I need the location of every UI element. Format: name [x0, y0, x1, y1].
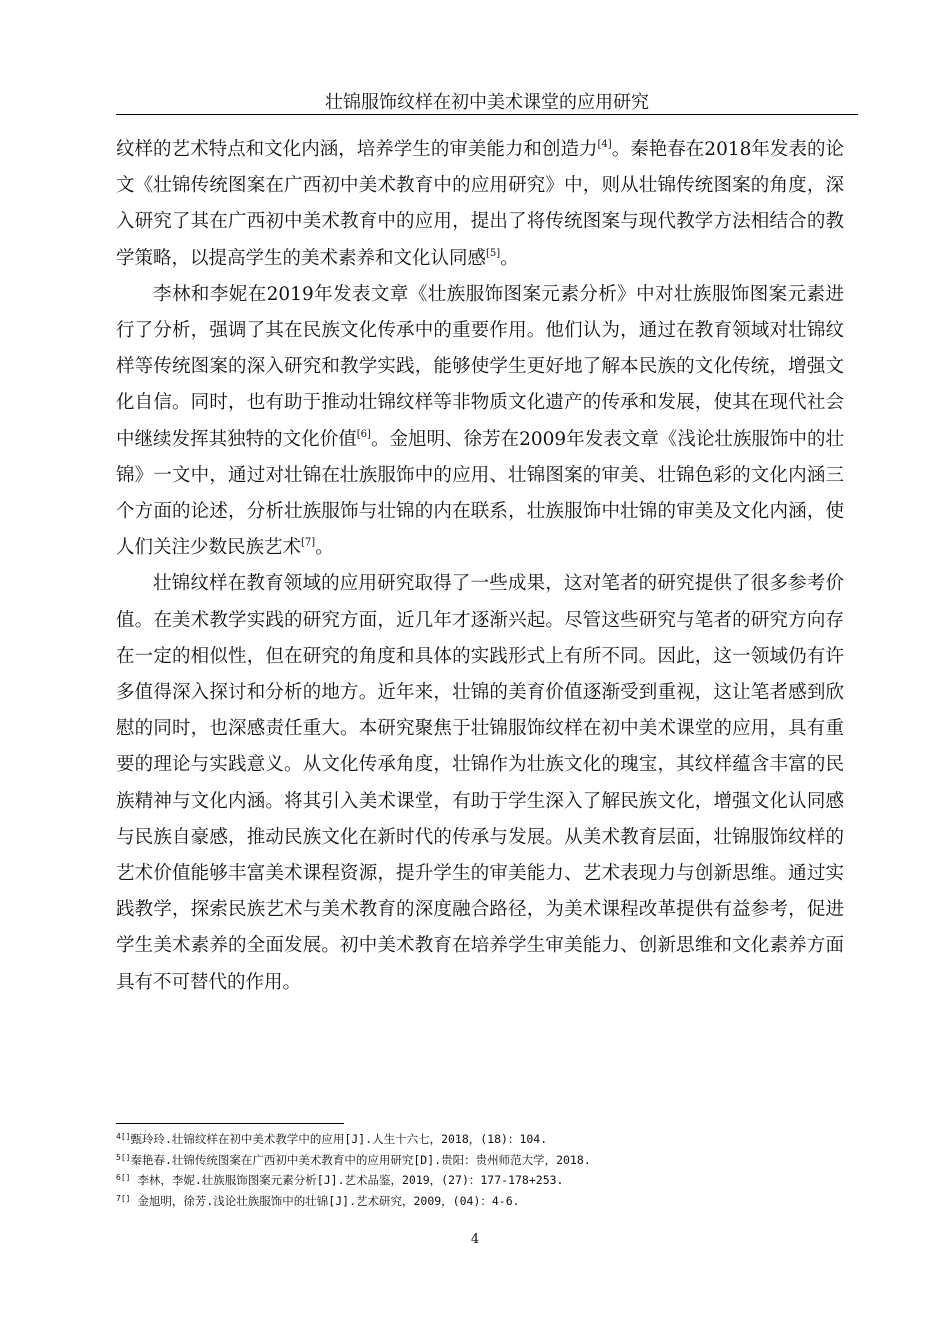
- citation-4: [4]: [597, 139, 612, 150]
- citation-6: [6]: [356, 428, 371, 440]
- paragraph-2: [116, 277, 844, 567]
- footnote-6: [116, 1170, 856, 1191]
- citation-5: [5]: [486, 247, 501, 259]
- page-number: 4: [470, 1232, 480, 1247]
- paragraph-1-end: 。: [500, 247, 519, 269]
- footnote-7: [116, 1191, 856, 1212]
- paragraph-1-text-b: 。秦艳春在2018年发表的论文《壮锦传统图案在广西初中美术教育中的应用研究》中，则从壮锦传统图案的角度，深入研究了其在广西初中美术教育中的应用，提出了将传统图案与现代教学方法相结合的教学策略，以提高学生的美术素养和文化认同感: [116, 139, 844, 269]
- running-header-title: 壮锦服饰纹样在初中美术课堂的应用研究: [325, 92, 649, 113]
- citation-7: [7]: [301, 537, 316, 549]
- footnote-text: 甄玲玲.壮锦纹样在初中美术教学中的应用[J].人生十六七，2018，(18)：104.: [130, 1132, 548, 1146]
- footnote-mark: 7[]: [116, 1193, 131, 1203]
- footnote-text: 李林，李妮.壮族服饰图案元素分析[J].艺术品鉴，2019，(27)：177-178+253.: [130, 1173, 564, 1187]
- paragraph-2-text-b: 。金旭明、徐芳在2009年发表文章《浅论壮族服饰中的壮锦》一文中，通过对壮锦在壮族服饰中的应用、壮锦图案的审美、壮锦色彩的文化内涵三个方面的论述，分析壮族服饰与壮锦的内在联系，壮族服饰中壮锦的审美及文化内涵，使人们关注少数民族艺术: [116, 428, 844, 559]
- footnotes: [116, 1129, 856, 1211]
- footnote-mark: 6[]: [116, 1173, 131, 1182]
- footnote-separator: [116, 1123, 344, 1124]
- footnote-mark: 4[]: [116, 1132, 131, 1141]
- paragraph-1: [116, 132, 844, 277]
- paragraph-1-text-a: 纹样的艺术特点和文化内涵，培养学生的审美能力和创造力: [116, 139, 598, 160]
- paragraph-2-end: 。: [315, 537, 334, 559]
- footnote-text: 金旭明，徐芳.浅论壮族服饰中的壮锦[J].艺术研究，2009，(04)：4-6.: [130, 1193, 520, 1208]
- footnote-5: [116, 1150, 856, 1171]
- paragraph-3: 壮锦纹样在教育领域的应用研究取得了一些成果，这对笔者的研究提供了很多参考价值。在美术教学实践的研究方面，近几年才逐渐兴起。尽管这些研究与笔者的研究方向存在一定的相似性，但在研究的角度和具体的实践形式上有所不同。因此，这一领域仍有许多值得深入探讨和分析的地方。近年来，壮锦的美育价值逐渐受到重视，这让笔者感到欣慰的同时，也深感责任重大。本研究聚焦于壮锦服饰纹样在初中美术课堂的应用，具有重要的理论与实践意义。从文化传承角度，壮锦作为壮族文化的瑰宝，其纹样蕴含丰富的民族精神与文化内涵。将其引入美术课堂，有助于学生深入了解民族文化，增强文化认同感与民族自豪感，推动民族文化在新时代的传承与发展。从美术教育层面，壮锦服饰纹样的艺术价值能够丰富美术课程资源，提升学生的审美能力、艺术表现力与创新思维。通过实践教学，探索民族艺术与美术教育的深度融合路径，为美术课程改革提供有益参考，促进学生美术素养的全面发展。初中美术教育在培养学生审美能力、创新思维和文化素养方面具有不可替代的作用。: [116, 573, 844, 993]
- footnote-mark: 5[]: [116, 1152, 131, 1162]
- footnote-text: 秦艳春.壮锦传统图案在广西初中美术教育中的应用研究[D].贵阳：贵州师范大学，2018.: [130, 1152, 591, 1167]
- paragraph-2-text-a: 李林和李妮在2019年发表文章《壮族服饰图案元素分析》中对壮族服饰图案元素进行了分析，强调了其在民族文化传承中的重要作用。他们认为，通过在教育领域对壮锦纹样等传统图案的深入研究和教学实践，能够使学生更好地了解本民族的文化传统，增强文化自信。同时，也有助于推动壮锦纹样等非物质文化遗产的传承和发展，使其在现代社会中继续发挥其独特的文化价值: [116, 283, 844, 450]
- body-text: [116, 132, 844, 1001]
- footnote-4: [116, 1129, 856, 1150]
- header-rule: [116, 114, 858, 115]
